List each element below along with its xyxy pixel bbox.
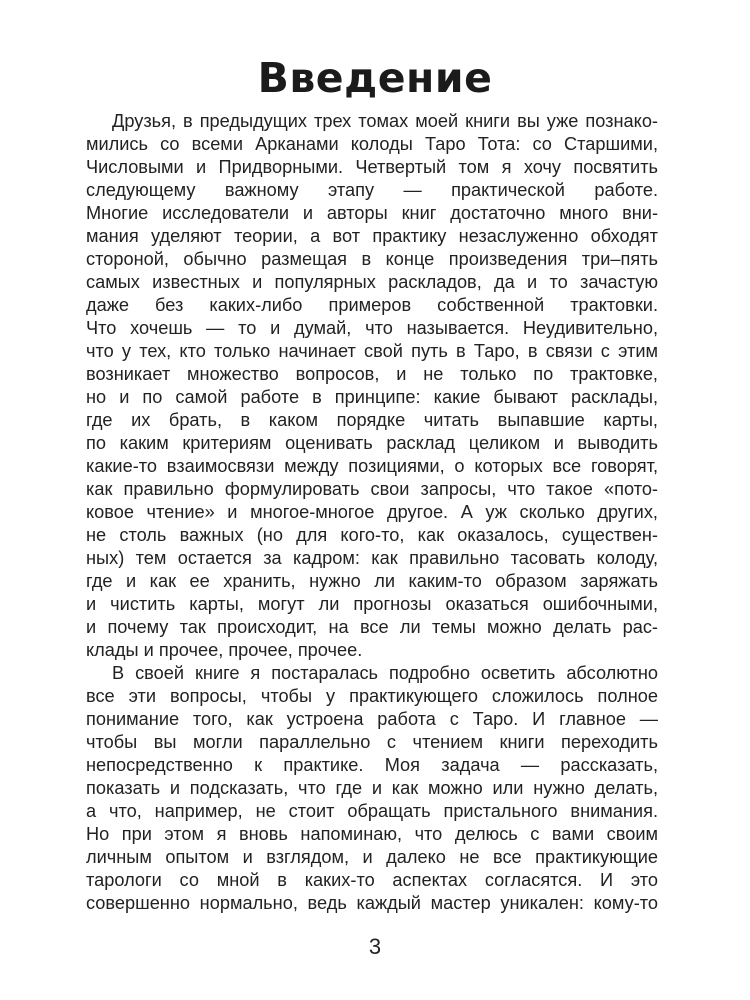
text-line: тарологи со мной в каких-то аспектах согласятся. И это [86,870,658,890]
text-line: даже без каких-либо примеров собственной трактовки. [86,295,658,315]
text-line: какие-то взаимосвязи между позициями, о которых все говорят, [86,456,658,476]
paragraph-1 [86,110,658,662]
text-line: стороной, обычно размещая в конце произведения три–пять [86,249,658,269]
page-title: Введение [257,54,493,102]
text-line: и чистить карты, могут ли прогнозы оказаться ошибочными, [86,594,658,614]
text-line: ковое чтение» и многое-многое другое. А уж сколько других, [86,502,658,522]
text-line: Но при этом я вновь напоминаю, что делюсь с вами своим [86,824,658,844]
text-line: Числовыми и Придворными. Четвертый том я хочу посвятить [86,157,658,177]
text-line: возникает множество вопросов, и не только по трактовке, [86,364,658,384]
text-line: показать и подсказать, что где и как можно или нужно делать, [86,778,658,798]
text-line: а что, например, не стоит обращать пристального внимания. [86,801,658,821]
text-line: понимание того, как устроена работа с Таро. И главное — [86,709,658,729]
text-line: мились со всеми Арканами колоды Таро Тота: со Старшими, [86,134,658,154]
paragraph-2 [86,662,658,915]
text-line: мания уделяют теории, а вот практику незаслуженно обходят [86,226,658,246]
text-line: следующему важному этапу — практической работе. [86,180,658,200]
text-line: личным опытом и взглядом, и далеко не все практикующие [86,847,658,867]
body-text [86,110,658,915]
text-line: клады и прочее, прочее, прочее. [86,640,363,660]
text-line: непосредственно к практике. Моя задача — рассказать, [86,755,658,775]
text-line: Многие исследователи и авторы книг достаточно много вни- [86,203,658,223]
text-line: самых известных и популярных раскладов, да и то зачастую [86,272,658,292]
text-line: совершенно нормально, ведь каждый мастер уникален: кому-то [86,893,658,913]
text-line: все эти вопросы, чтобы у практикующего сложилось полное [86,686,658,706]
text-line: Друзья, в предыдущих трех томах моей книги вы уже познако- [112,111,658,131]
text-line: не столь важных (но для кого-то, как оказалось, существен- [86,525,658,545]
text-line: по каким критериям оценивать расклад целиком и выводить [86,433,658,453]
text-line: где их брать, в каком порядке читать выпавшие карты, [86,410,658,430]
text-line: где и как ее хранить, нужно ли каким-то образом заряжать [86,571,658,591]
text-line: чтобы вы могли параллельно с чтением книги переходить [86,732,658,752]
text-line: как правильно формулировать свои запросы, что такое «пото- [86,479,658,499]
text-line: но и по самой работе в принципе: какие бывают расклады, [86,387,658,407]
page-number: 3 [368,934,382,959]
text-line: что у тех, кто только начинает свой путь в Таро, в связи с этим [86,341,658,361]
text-line: В своей книге я постаралась подробно осветить абсолютно [112,663,658,683]
text-line: ных) тем остается за кадром: как правильно тасовать колоду, [86,548,658,568]
text-line: и почему так происходит, на все ли темы можно делать рас- [86,617,658,637]
text-line: Что хочешь — то и думай, что называется. Неудивительно, [86,318,658,338]
